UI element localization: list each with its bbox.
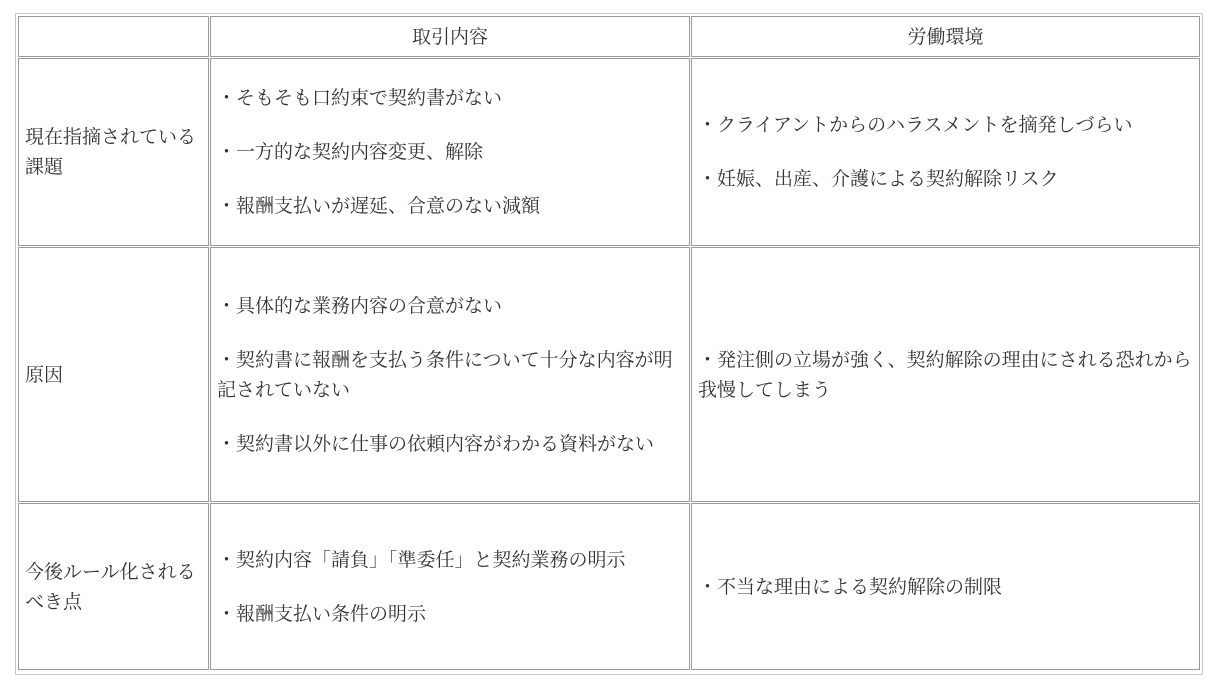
header-empty-cell (18, 16, 209, 57)
list-item: ・クライアントからのハラスメントを摘発しづらい (698, 114, 1133, 136)
list-item: ・不当な理由による契約解除の制限 (698, 575, 1003, 598)
cell-trade-future-rules (210, 503, 690, 670)
list-item: ・報酬支払いが遅延、合意のない減額 (217, 195, 541, 217)
list-item: ・具体的な業務内容の合意がない (217, 294, 503, 317)
row-label-text: 原因 (25, 363, 64, 386)
list-item: ・契約内容「請負」「準委任」と契約業務の明示 (217, 548, 626, 571)
list-item: ・契約書以外に仕事の依頼内容がわかる資料がない (217, 432, 655, 455)
header-trade-content: 取引内容 (210, 16, 690, 57)
cell-labor-cause (691, 247, 1200, 502)
list-item: ・報酬支払い条件の明示 (217, 602, 427, 625)
row-label-current-issues (18, 58, 209, 246)
row-label-future-rules (18, 503, 209, 670)
list-item: ・一方的な契約内容変更、解除 (217, 141, 484, 163)
header-work-environment: 労働環境 (691, 16, 1200, 57)
cell-labor-current-issues (691, 58, 1200, 246)
cell-trade-current-issues (210, 58, 690, 246)
row-label-text: 今後ルール化されるべき点 (25, 560, 196, 613)
row-label-text: 現在指摘されている課題 (25, 126, 197, 178)
list-item: ・契約書に報酬を支払う条件について十分な内容が明記されていない (217, 348, 673, 401)
cell-labor-future-rules (691, 503, 1200, 670)
list-item: ・発注側の立場が強く、契約解除の理由にされる恐れから我慢してしまう (698, 348, 1192, 401)
list-item: ・妊娠、出産、介護による契約解除リスク (698, 168, 1059, 190)
cell-trade-cause (210, 247, 690, 502)
list-item: ・そもそも口約束で契約書がない (217, 87, 503, 109)
row-label-cause (18, 247, 209, 502)
